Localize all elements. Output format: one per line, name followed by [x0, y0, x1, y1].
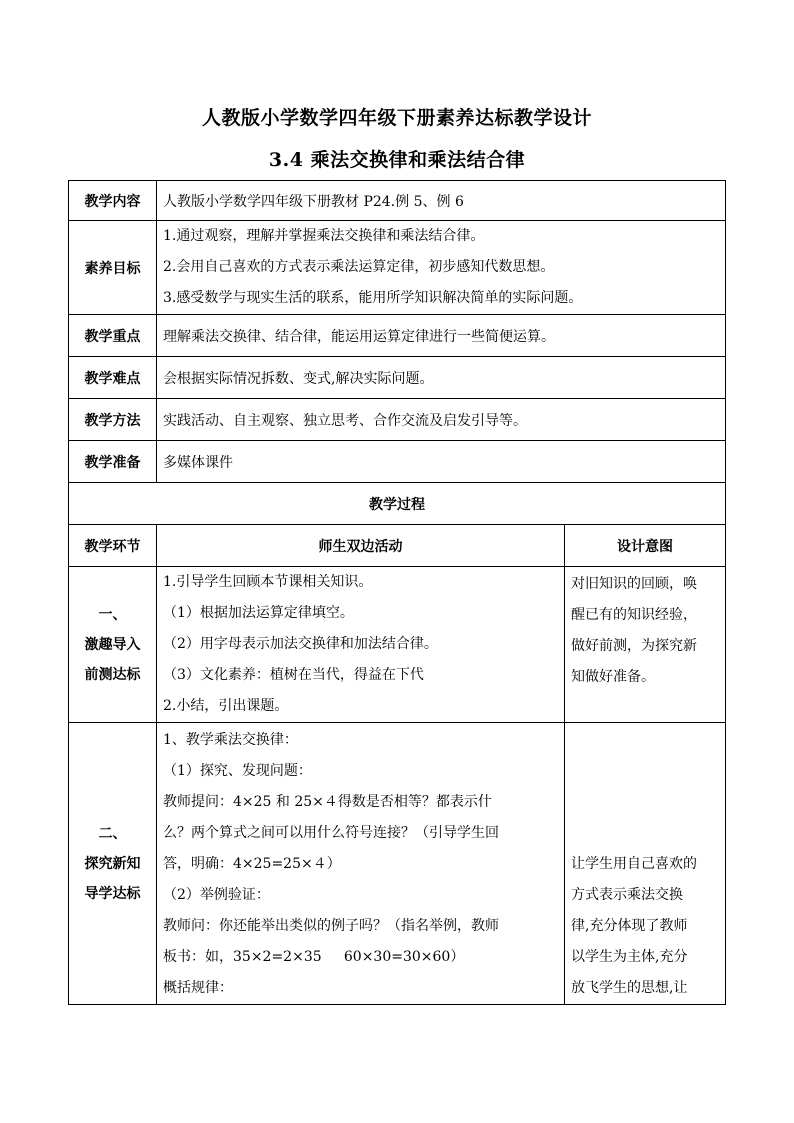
row-stage-1 — [69, 567, 726, 723]
label-methods: 教学方法 — [69, 399, 157, 441]
intent-line: 方式表示乘法交换 — [571, 887, 683, 903]
row-key-points — [69, 315, 726, 357]
stage-1-line: 前测达标 — [84, 666, 141, 683]
process-title: 教学过程 — [69, 483, 726, 525]
stage-2-line: 导学达标 — [84, 885, 141, 902]
document-title: 人教版小学数学四年级下册素养达标教学设计 — [201, 107, 592, 129]
stage-2-activities — [157, 723, 565, 1005]
row-teaching-content — [69, 181, 726, 221]
label-difficulties: 教学难点 — [69, 357, 157, 399]
activity-line: 2.小结，引出课题。 — [163, 698, 289, 714]
intent-line: 放飞学生的思想,让 — [571, 980, 688, 996]
lesson-plan-table — [68, 180, 726, 1005]
goal-line: 1.通过观察，理解并掌握乘法交换律和乘法结合律。 — [163, 228, 485, 244]
intent-line: 醒已有的知识经验， — [571, 607, 697, 623]
row-methods — [69, 399, 726, 441]
intent-line: 以学生为主体,充分 — [571, 949, 688, 965]
row-literacy-goals — [69, 221, 726, 315]
stage-2-line: 探究新知 — [84, 855, 141, 872]
value-difficulties: 会根据实际情况拆数、变式,解决实际问题。 — [157, 357, 726, 399]
header-activities: 师生双边活动 — [157, 525, 565, 567]
stage-1-label — [69, 567, 157, 723]
activity-line: （1）探究、发现问题： — [163, 763, 312, 779]
row-difficulties — [69, 357, 726, 399]
stage-1-intent — [565, 567, 726, 723]
intent-line: 知做好准备。 — [571, 669, 655, 685]
header-stage: 教学环节 — [69, 525, 157, 567]
row-process-title — [69, 483, 726, 525]
activity-line: 教师问：你还能举出类似的例子吗？（指名举例，教师 — [163, 918, 499, 934]
activity-line: （3）文化素养：植树在当代，得益在下代 — [163, 667, 424, 683]
row-process-headers — [69, 525, 726, 567]
activity-line: （1）根据加法运算定律填空。 — [163, 605, 354, 621]
label-literacy-goals: 素养目标 — [69, 221, 157, 315]
activity-line: 1、教学乘法交换律： — [163, 732, 298, 748]
stage-2-intent — [565, 723, 726, 1005]
intent-line: 律,充分体现了教师 — [571, 918, 688, 934]
stage-1-line: 激趣导入 — [84, 636, 141, 653]
activity-line: 么？两个算式之间可以用什么符号连接？（引导学生回 — [163, 825, 499, 841]
intent-line: 对旧知识的回顾，唤 — [571, 576, 697, 592]
lesson-title: 3.4 乘法交换律和乘法结合律 — [268, 149, 526, 171]
label-key-points: 教学重点 — [69, 315, 157, 357]
value-methods: 实践活动、自主观察、独立思考、合作交流及启发引导等。 — [157, 399, 726, 441]
stage-2-label — [69, 723, 157, 1005]
row-stage-2 — [69, 723, 726, 1005]
activity-line: 概括规律： — [163, 980, 233, 996]
activity-line: 板书：如，35×2=2×35 60×30=30×60） — [163, 949, 465, 965]
value-preparation: 多媒体课件 — [157, 441, 726, 483]
label-preparation: 教学准备 — [69, 441, 157, 483]
activity-line: （2）用字母表示加法交换律和加法结合律。 — [163, 636, 438, 652]
value-literacy-goals — [157, 221, 726, 315]
value-teaching-content: 人教版小学数学四年级下册教材 P24.例 5、例 6 — [157, 181, 726, 221]
intent-line: 让学生用自己喜欢的 — [571, 856, 697, 872]
stage-1-number: 一、 — [98, 606, 127, 623]
activity-line: （2）举例验证： — [163, 887, 270, 903]
goal-line: 3.感受数学与现实生活的联系，能用所学知识解决简单的实际问题。 — [163, 290, 583, 306]
row-preparation — [69, 441, 726, 483]
stage-1-activities — [157, 567, 565, 723]
header-design-intent: 设计意图 — [565, 525, 726, 567]
label-teaching-content: 教学内容 — [69, 181, 157, 221]
intent-line: 做好前测，为探究新 — [571, 638, 697, 654]
value-key-points: 理解乘法交换律、结合律，能运用运算定律进行一些简便运算。 — [157, 315, 726, 357]
activity-line: 教师提问：4×25 和 25×４得数是否相等？都表示什 — [163, 794, 492, 810]
activity-line: 答，明确：4×25=25×４） — [163, 856, 341, 872]
stage-2-number: 二、 — [98, 825, 127, 842]
goal-line: 2.会用自己喜欢的方式表示乘法运算定律，初步感知代数思想。 — [163, 259, 555, 275]
activity-line: 1.引导学生回顾本节课相关知识。 — [163, 574, 373, 590]
